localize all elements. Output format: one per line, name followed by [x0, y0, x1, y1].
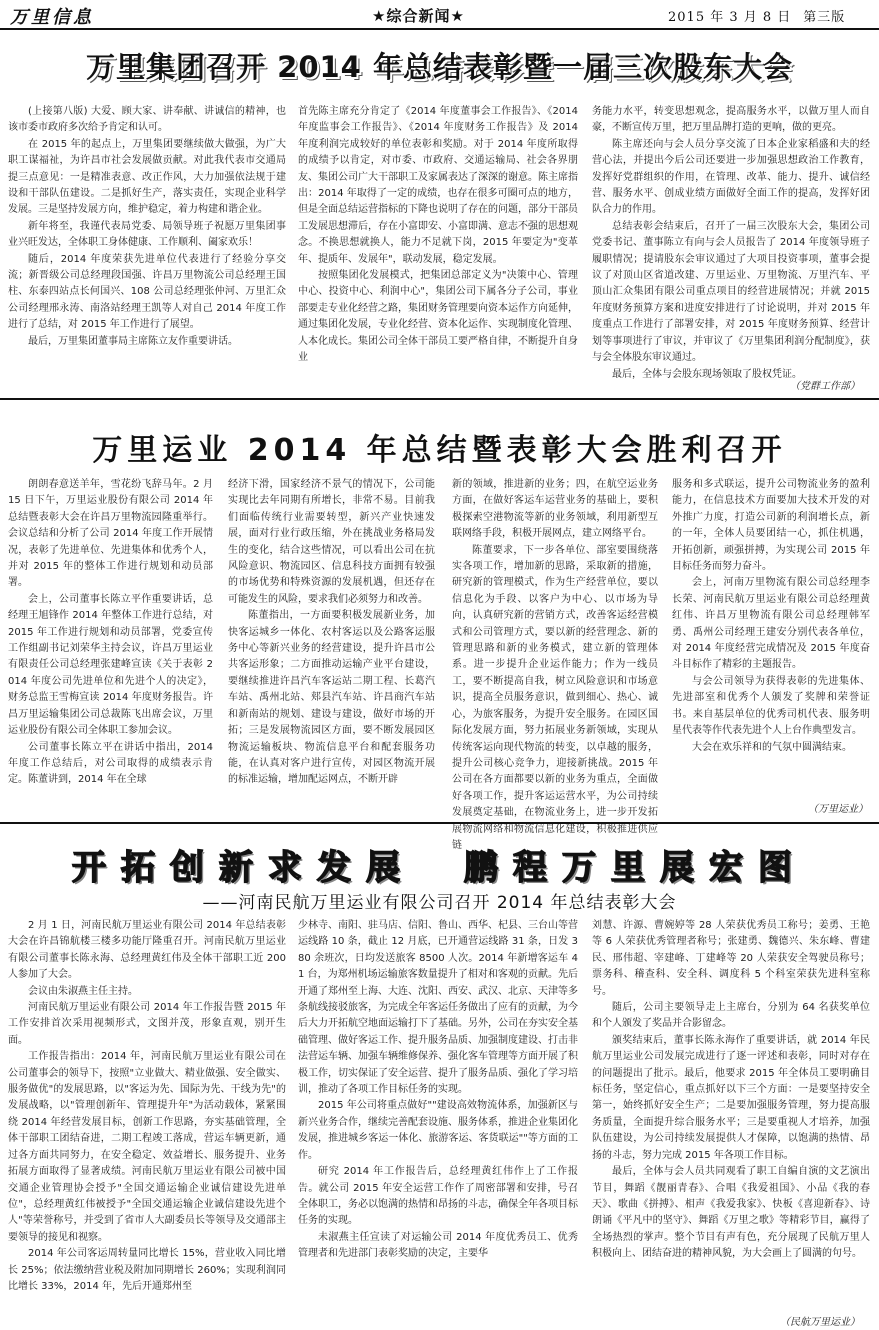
- paragraph: 与会公司领导为获得表彰的先进集体、先进部室和优秀个人颁发了奖牌和荣誉证书。来自基层单位的优秀司机代表、服务明星代表等作代表先进个人上台作典型发言。: [672, 675, 870, 737]
- text-column: [8, 104, 286, 376]
- article1-byline: （党群工作部）: [790, 381, 860, 392]
- paragraph: 陈董指出，一方面要积极发展新业务，加快客运城乡一体化、农村客运以及公路客运服务中心等新兴业务的经营建设，提升许昌市公共客运形象；二方面推动运输产业平台建设，要继续推进许昌汽车客运站二期工程、长葛汽车站、禹州北站、郏县汽车站、许昌商汽车站和新南站的规划、建设与建设，做好市场的开拓；三是发展物流园区方面，要不断发展园区物流运输板块、物流信息平台和配套服务功能，在认真对客户进行宣传，对园区物流开展的标准运输，增加配运网点，不断开辟: [228, 610, 435, 786]
- paragraph: 新的领域，推进新的业务；四，在航空运业务方面，在做好客运车运营业务的基础上，要积极探索空港物流等新的业务领域，利用新型互联网络手段，积极开展网点，建立网络平台。: [452, 479, 658, 540]
- text-column: [8, 477, 213, 797]
- paragraph: 少林寺、南阳、驻马店、信阳、鲁山、西华、杞县、三台山等营运线路 10 条，截止 12 月底，已开通营运线路 31 条，日发 380 余班次，日均发送旅客 8500 人次。2014 年新增客运车 41 台，为郑州机场运输旅客数量提升了相对和客观的贡献。先后开通了郑州至上海、大连、沈阳、西安、武汉、北京、天津等多条航线接驳旅客，为完成全年客运任务做出了应有的贡献，为今后大力开拓航空地面运输打下了基础。另外，公司在夯实安全基础管理、做好客运工作、提升服务品质、加强制度建设、打击非法营运车辆、加强车辆维修保养、强化客车管理等方面开展了积极工作，切实保证了安全运营、提升了服务品质、强化了学习培训，推动了各项工作目标任务的实现。: [298, 920, 578, 1096]
- paragraph: 会上，河南万里物流有限公司总经理李长荣、河南民航万里运业有限公司总经理黄红伟、许昌万里物流有限公司总经理韩军勇、禹州公司经理王建安分别代表各单位，对 2014 年度经营完成情况及 2015 年度奋斗目标作了精彩的主题报告。: [672, 577, 870, 671]
- paragraph: 2014 年公司客运周转量同比增长 15%，营业收入同比增长 25%；依法缴纳营业税及附加同期增长 260%；实现利润同比增长 33%，2014 年，先后开通郑州至: [8, 1248, 286, 1292]
- paragraph: 服务和多式联运，提升公司物流业务的盈利能力，在信息技术方面要加大技术开发的对外推广力度，打造公司新的利润增长点，新的一年，全体人员要团结一心，抓住机遇，开拓创新，顽强拼搏，为实现公司 2015 年目标任务而努力奋斗。: [672, 479, 870, 573]
- edition-label: 第三版: [803, 10, 846, 25]
- text-column: [298, 104, 578, 376]
- paragraph: 随后，公司主要领导走上主席台，分别为 64 名获奖单位和个人颁发了奖品并合影留念。: [592, 1002, 870, 1030]
- paragraph: 在 2015 年的起点上，万里集团要继续做大做强，为广大职工谋福祉，为许昌市社会发展做贡献。对此我代表市交通局提三点意见：一是精准表意、改正作风，大力加强依法规于建设和干部队伍建设。二是抓好生产，落实责任，实现企业科学发展。三是坚持发展方向，维护稳定，着力构建和谐企业。: [8, 138, 286, 216]
- paragraph: 陈主席还向与会人员分享交流了日本企业家稻盛和夫的经营心法，并提出今后公司还要进一步加强思想政治工作教育，发挥好党群组织的作用，在管理、改革、能力、提升、诚信经营、服务水平、创成业绩方面做好全面工作的提高，发挥好团队合力的作用。: [592, 138, 870, 216]
- article-divider: [0, 822, 879, 824]
- paragraph: 首先陈主席充分肯定了《2014 年度董事会工作报告》、《2014 年度监事会工作报告》、《2014 年度财务工作报告》及 2014 年度利润完成较好的单位表彰和奖励。对于 2014 年度所取得的成绩予以肯定，对市委、市政府、交通运输局、社会各界朋友、集团公司广大干部职工及家属表达了深深的谢意。陈主席指出：2014 年取得了一定的成绩，也存在很多可圈可点的地方，但是全面总结运营指标的下降也说明了存在的问题，部分干部员工发展思想滞后，存在小富即安、小富即满、意志不强的思想观念。不换思想就换人，能力不足就下岗，2015 年要定为"变革年、提质年、发展年"，联动发展，稳定发展。: [298, 106, 578, 265]
- paragraph: 总结表彰会结束后，召开了一届三次股东大会，集团公司党委书记、董事陈立有向与会人员报告了 2014 年度领导班子履职情况；提请股东会审议通过了大项目投资事项，董事会提议了对顶山区省道改建、万里运业、万里物流、万里汽车、平顶山汇众集团有限公司重点项目的经营进展情况；并就 2015 年度财务预算方案和进度安排进行了讨论说明，并对 2015 年度重点工作进行了部署安排，对 2015 年度财务预算、经营计划等事项进行了审议，并审议了《万里集团利润分配制度》，获与会全体股东审议通过。: [592, 220, 870, 364]
- paragraph: 未淑燕主任宣读了对运输公司 2014 年度优秀员工、优秀管理者和先进部门表彰奖励的决定，主要华: [298, 1231, 578, 1260]
- paragraph: 最后，万里集团董事局主席陈立友作重要讲话。: [28, 335, 238, 347]
- paragraph: 公司董事长陈立平在讲话中指出，2014 年度工作总结后，对公司取得的成绩表示肯定。陈董讲到，2014 年在全球: [8, 741, 213, 786]
- paragraph: 研究 2014 年工作报告后，总经理黄红伟作上了工作报告。就公司 2015 年安全运营工作作了周密部署和安排，号召全体职工，务必以饱满的热情和昂扬的斗志，确保全年各项目标任务的实现。: [298, 1166, 578, 1227]
- paragraph: 会议由朱淑燕主任主持。: [28, 985, 138, 997]
- article2-title: 万里运业 2014 年总结暨表彰大会胜利召开: [92, 433, 787, 468]
- paragraph: 工作报告指出：2014 年，河南民航万里运业有限公司在公司董事会的领导下，按照"立业做大、精业做强、安全做实、服务做优"的发展思路，以"客运为先、国际为先、干线为先"的发展战略，以"管理创新年、管理提升年"为活动载体，紧紧围绕 2014 年经营发展目标，创新工作思路，夯实基础管理，全体干部职工团结奋进，二期工程竣工落成，营运车辆更新，通过各方面共同努力，在安全稳定、效益增长、服务提升、业务拓展方面取得了显著成绩。河南民航万里运业有限公司被中国交通企业管理协会授予"全国交通运输企业诚信建设先进单位"，总经理黄红伟被授予"全国交通运输企业诚信建设先进个人"等荣誉称号，并受到了省市人大副委员长等领导及交通部主要领导的接见和视察。: [8, 1051, 286, 1243]
- paragraph: 新年将至，我谨代表局党委、局领导班子祝愿万里集团事业兴旺发达，全体职工身体健康、工作顺利、阖家欢乐！: [8, 220, 286, 249]
- paragraph: 朗朗春意送羊年，雪花纷飞辞马年。2 月 15 日下午，万里运业股份有限公司 2014 年总结暨表彰大会在许昌万里物流园隆重举行。会议总结和分析了公司 2014 年度工作开展情况，表彰了先进单位、先进集体和优秀个人，并对 2015 年的整体工作进行规划和动员部署。: [8, 479, 213, 589]
- article-divider: [0, 398, 879, 400]
- paragraph: 河南民航万里运业有限公司 2014 年工作报告暨 2015 年工作安排首次采用视频形式，文图并茂，形象直观，别开生面。: [8, 1002, 286, 1046]
- paragraph: 大会在欢乐祥和的气氛中圆满结束。: [692, 741, 852, 753]
- page-header: [0, 0, 879, 30]
- text-column: [298, 918, 578, 1310]
- paragraph: 颁奖结束后，董事长陈永海作了重要讲话，就 2014 年民航万里运业公司发展完成进行了逐一评述和表彰，同时对存在的问题提出了批示。最后，他要求 2015 年全体员工要明确目标任务，坚定信心，重点抓好以下三个方面：一是要坚持安全第一，始终抓好安全生产；二是要加强服务管理，努力提高服务质量，全面提升综合服务水平；三是要重视人才培养，加强队伍建设，为公司持续发展提供人才保障，以饱满的热情、昂扬的斗志，努力完成 2015 年各项工作目标。: [592, 1034, 870, 1161]
- article1-title: 万里集团召开 2014 年总结表彰暨一届三次股东大会: [86, 50, 793, 84]
- paragraph: 按照集团化发展模式，把集团总部定义为"决策中心、管理中心、投资中心、利润中心"，集团公司下属各分子公司，事业部要走专业化经营之路，集团财务管理要向资本运作方向延伸，通过集团化发展，专业化经营、资本化运作、实现制度化管理、人本化成长。集团公司全体干部员工要严格自律，不断提升自身业: [298, 270, 578, 364]
- text-column: [452, 477, 658, 851]
- article3-byline: （民航万里运业）: [780, 1317, 860, 1328]
- paragraph: 最后，全体与会人员共同观看了职工自编自演的文艺演出节目，舞蹈《靓丽青春》、合唱《我爱祖国》、小品《我的春天》、歌曲《拼搏》、相声《我爱我家》、快板《喜迎新春》、诗朗诵《平凡中的坚守》、舞蹈《万里之歌》等精彩节目，赢得了全场热烈的掌声。整个节目有声有色，充分展现了民航万里人积极向上、团结奋进的精神风貌，为大会画上了圆满的句号。: [592, 1166, 870, 1260]
- text-column: [592, 918, 870, 1310]
- section-title: ★综合新闻★: [372, 7, 465, 25]
- article3-title: 开拓创新求发展 鹏程万里展宏图: [72, 848, 807, 888]
- masthead: 万里信息: [10, 7, 94, 28]
- article2-byline: （万里运业）: [808, 804, 868, 815]
- paragraph: 2015 年公司将重点做好""建设高效物流体系，加强新区与新兴业务合作，继续完善配套设施、服务体系，推进企业集团化发展，推进城乡客运一体化、旅游客运、客货联运""等方面的工作。: [298, 1100, 578, 1161]
- paragraph: 刘慧、许源、曹婉婷等 28 人荣获优秀员工称号；姜勇、王艳等 6 人荣获优秀管理者称号；张建勇、魏德兴、朱东峰、曹建民、邢伟超、宰建峰、丁建峰等 20 人荣获安全驾驶员称号；票务科、稽查科、安全科、调度科 5 个科室荣获先进科室称号。: [592, 920, 870, 997]
- paragraph: 经济下滑，国家经济不景气的情况下，公司能实现比去年同期有所增长，非常不易。目前我们面临传统行业需要转型，新兴产业快速发展，面对行业行政压缩，外在挑战业务格局发生的变化，结合这些情况，可以看出公司在抗风险意识、物流园区、信息科技方面拥有较强的市场优势和特殊资源的发展机遇，但还存在可能发生的风险，要求我们必须努力和改善。: [228, 479, 435, 605]
- text-column: [592, 104, 870, 380]
- date-text: 2015 年 3 月 8 日: [668, 10, 792, 25]
- article3-subtitle: ——河南民航万里运业有限公司召开 2014 年总结表彰大会: [202, 893, 677, 913]
- paragraph: (上接第八版) 大爱、顾大家、讲奉献、讲诚信的精神，也该市委市政府多次给予肯定和认可。: [8, 106, 286, 134]
- paragraph: 务能力水平，转变思想观念，提高服务水平，以做万里人而自豪，不断宣传万里，把万里品牌打造的更响，做的更亮。: [592, 106, 870, 134]
- text-column: [228, 477, 435, 797]
- issue-date: [668, 6, 845, 25]
- text-column: [8, 918, 286, 1310]
- text-column: [672, 477, 870, 797]
- paragraph: 2 月 1 日，河南民航万里运业有限公司 2014 年总结表彰大会在许昌锦航楼三楼多功能厅隆重召开。河南民航万里运业有限公司董事长陈永海、总经理黄红伟及全体干部职工近 200 人参加了大会。: [8, 920, 286, 981]
- paragraph: 陈董要求，下一步各单位、部室要围绕落实各项工作，增加新的思路，采取新的措施，研究新的管理模式，作为生产经营单位，要以信息化为手段、以客户为中心、以市场为导向，认真研究新的营销方式，改善客运经营模式和公司管理方式，要以新的经营理念、新的管理思路和新的业务模式，建立新的管理体系。进一步提升企业运作能力；作为一线员工，要不断提高自我，树立风险意识和市场意识，提高全员服务意识，做到细心、热心、诚心，为旅客服务，为提升安全服务。在园区国际化发展方面，努力拓展业务新领域，实现从传统客运向现代物流的转变，以卓越的服务，提升公司核心竞争力，迎接新挑战。2015 年公司在各方面都要以新的业务为重点，全面做好各项工作，提升客运运营水平，为公司持续发展奠定基础，在物流业务上，进一步开发拓展物流网络和物流信息化建设，积极推进供应链: [452, 544, 658, 851]
- paragraph: 随后，2014 年度荣获先进单位代表进行了经验分享交流；新晋级公司总经理段国强、许昌万里物流公司总经理王国柱、东泰四站点长何国兴、108 公司总经理张仲河、万里汇众公司经理邢永涛、南洛站经理王凯等人对自己 2014 年度工作进行了总结，对 2015 年工作进行了展望。: [8, 253, 286, 331]
- paragraph: 最后，全体与会股东现场领取了股权凭证。: [612, 368, 802, 380]
- paragraph: 会上，公司董事长陈立平作重要讲话，总经理王旭锋作 2014 年整体工作进行总结，对 2015 年工作进行规划和动员部署，党委宣传工作组副书记刘荣华主持会议，许昌万里运业有限责任公司总经理张建峰宣读《关于表彰 2014 年度公司先进单位和先进个人的决定》，财务总监王雪梅宣读 2014 年度财务报告。许昌万里运输集团公司总裁陈飞出席会议，万里运业股份有限公司全体职工参加会议。: [8, 593, 213, 737]
